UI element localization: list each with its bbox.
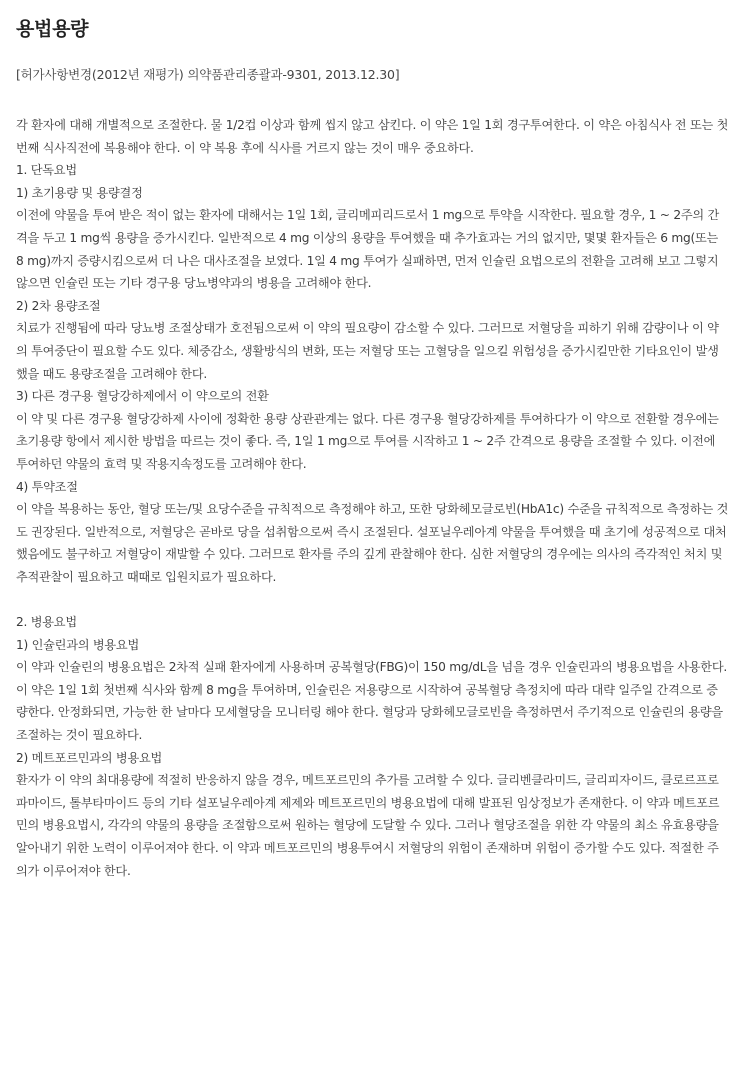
subsection-heading-monitoring: 4) 투약조절 bbox=[16, 479, 78, 494]
intro-paragraph: 각 환자에 대해 개별적으로 조절한다. 물 1/2컵 이상과 함께 씹지 않고 삼킨다. 이 약은 1일 1회 경구투여한다. 이 약은 아침식사 전 또는 첫번째 식사직전에 복용해야 한다. 이 약 복용 후에 식사를 거르지 않는 것이 매우 중요하다. bbox=[16, 118, 729, 155]
subsection-heading-secondary-adjustment: 2) 2차 용량조절 bbox=[16, 298, 101, 313]
revision-note: [허가사항변경(2012년 재평가) 의약품관리종괄과-9301, 2013.12.30] bbox=[16, 67, 400, 82]
paragraph-metformin: 환자가 이 약의 최대용량에 적절히 반응하지 않을 경우, 메트포르민의 추가를 고려할 수 있다. 글리벤클라미드, 글리피자이드, 클로르프로파마이드, 톨부타마이드 등의 기타 설포닐우레아계 제제와 메트포르민의 병용요법에 대해 발표된 임상정보가 존재한다. 이 약과 메트포르민의 병용요법시, 각각의 약물의 용량을 조절함으로써 원하는 혈당에 도달할 수 있다. 그러나 혈당조절을 위한 각 약물의 최소 유효용량을 알아내기 위한 노력이 이루어져야 한다. 이 약과 메트포르민의 병용투여시 저혈당의 위험이 존재하며 위험이 증가할 수도 있다. 적절한 주의가 이루어져야 한다. bbox=[16, 773, 720, 878]
subsection-heading-initial-dose: 1) 초기용량 및 용량결정 bbox=[16, 185, 143, 200]
section-heading-combination: 2. 병용요법 bbox=[16, 615, 77, 630]
subsection-heading-insulin: 1) 인슐린과의 병용요법 bbox=[16, 637, 139, 652]
subsection-heading-metformin: 2) 메트포르민과의 병용요법 bbox=[16, 750, 163, 765]
paragraph-switching: 이 약 및 다른 경구용 혈당강하제 사이에 정확한 용량 상관관계는 없다. 다른 경구용 혈당강하제를 투여하다가 이 약으로 전환할 경우에는 초기용량 항에서 제시한 방법을 따르는 것이 좋다. 즉, 1일 1 mg으로 투여를 시작하고 1 ~ 2주 간격으로 용량을 조절할 수 있다. 이전에 투여하던 약물의 효력 및 작용지속정도를 고려해야 한다. bbox=[16, 411, 719, 471]
document-body bbox=[16, 114, 729, 882]
blank-line bbox=[16, 588, 729, 611]
paragraph-insulin: 이 약과 인슐린의 병용요법은 2차적 실패 환자에게 사용하며 공복혈당(FBG)이 150 mg/dL을 넘을 경우 인슐린과의 병용요법을 사용한다. 이 약은 1일 1회 첫번째 식사와 함께 8 mg을 투여하며, 인슐린은 저용량으로 시작하여 공복혈당 측정치에 따라 대략 일주일 간격으로 증량한다. 안정화되면, 가능한 한 날마다 모세혈당을 모니터링 해야 한다. 혈당과 당화헤모글로빈을 측정하면서 주기적으로 인슐린의 용량을 조절하는 것이 필요하다. bbox=[16, 660, 727, 743]
section-heading-monotherapy: 1. 단독요법 bbox=[16, 163, 77, 178]
page-title: 용법용량 bbox=[16, 18, 89, 40]
subsection-heading-switching: 3) 다른 경구용 혈당강하제에서 이 약으로의 전환 bbox=[16, 389, 269, 404]
paragraph-secondary-adjustment: 치료가 진행됨에 따라 당뇨병 조절상태가 호전됨으로써 이 약의 필요량이 감소할 수 있다. 그러므로 저혈당을 피하기 위해 감량이나 이 약의 투여중단이 필요할 수도 있다. 체중감소, 생활방식의 변화, 또는 저혈당 또는 고혈당을 일으킬 위험성을 증가시킬만한 기타요인이 발생했을 때도 용량조절을 고려해야 한다. bbox=[16, 321, 719, 381]
paragraph-monitoring: 이 약을 복용하는 동안, 혈당 또는/및 요당수준을 규칙적으로 측정해야 하고, 또한 당화헤모글로빈(HbA1c) 수준을 규칙적으로 측정하는 것도 권장된다. 일반적으로, 저혈당은 곧바로 당을 섭취함으로써 즉시 조절된다. 설포닐우레아계 약물을 투여했을 때 초기에 성공적으로 대처했음에도 불구하고 저혈당이 재발할 수 있다. 그러므로 환자를 주의 깊게 관찰해야 한다. 심한 저혈당의 경우에는 의사의 즉각적인 처치 및 추적관찰이 필요하고 때때로 입원치료가 필요하다. bbox=[16, 502, 729, 584]
paragraph-initial-dose: 이전에 약물을 투여 받은 적이 없는 환자에 대해서는 1일 1회, 글리메피리드로서 1 mg으로 투약을 시작한다. 필요할 경우, 1 ~ 2주의 간격을 두고 1 mg씩 용량을 증가시킨다. 일반적으로 4 mg 이상의 용량을 투여했을 때 추가효과는 거의 없지만, 몇몇 환자들은 6 mg(또는 8 mg)까지 증량시킴으로써 더 나은 대사조절을 보였다. 1일 4 mg 투여가 실패하면, 먼저 인슐린 요법으로의 전환을 고려해 보고 그렇지 않으면 인슐린 또는 기타 경구용 당뇨병약과의 병용을 고려해야 한다. bbox=[16, 208, 720, 291]
